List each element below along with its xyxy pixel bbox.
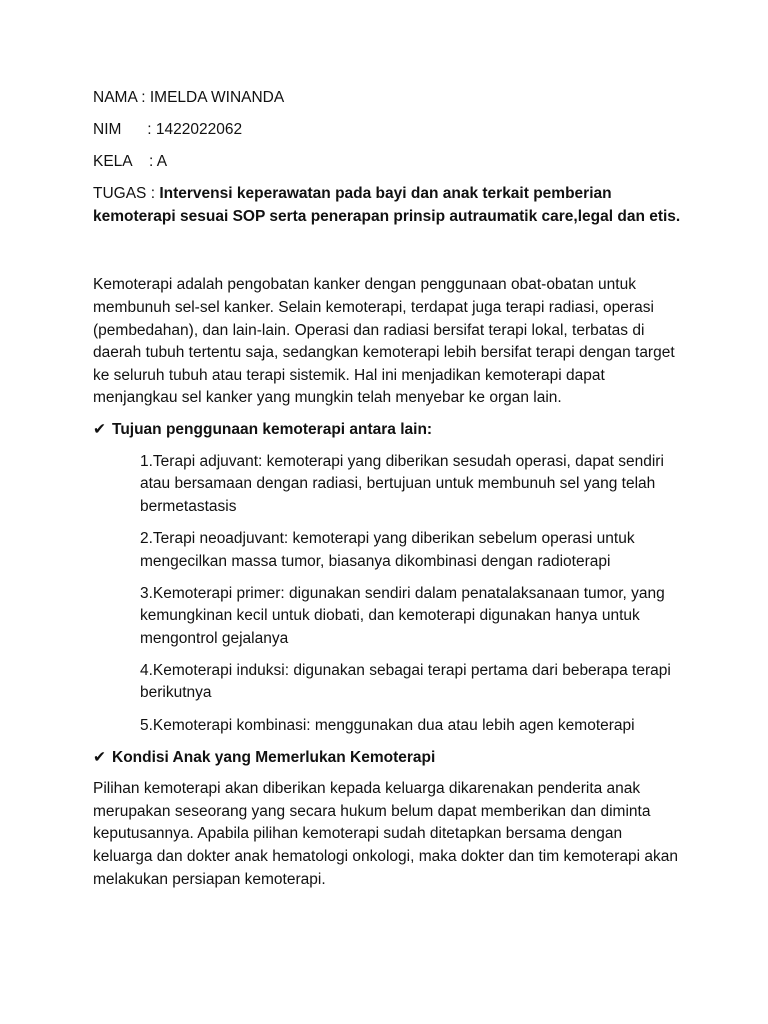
nama-line [93,87,683,110]
kelas-label: KELA : [93,153,157,171]
nama-value: IMELDA WINANDA [149,89,285,106]
intro-paragraph: Kemoterapi adalah pengobatan kanker dengan penggunaan obat-obatan untuk membunuh sel-sel kanker. Selain kemoterapi, terdapat juga terapi radiasi, operasi (pembedahan), dan lain-lain. Operasi dan radiasi bersifat terapi lokal, terbatas di daerah tubuh tertentu saja, sedangkan kemoterapi lebih bersifat terapi dengan target ke seluruh tubuh atau terapi sistemik. Hal ini menjadikan kemoterapi dapat menjangkau sel kanker yang mungkin telah menyebar ke organ lain. [93,276,675,407]
section-heading-tujuan [93,419,683,442]
tugas-title: Intervensi keperawatan pada bayi dan anak terkait pemberian kemoterapi sesuai SOP serta penerapan prinsip autraumatik care,legal dan etis. [93,185,681,225]
tugas-label: TUGAS : [93,185,160,203]
list-item: 3.Kemoterapi primer: digunakan sendiri dalam penatalaksanaan tumor, yang kemungkinan kecil untuk diobati, dan kemoterapi digunakan hanya untuk mengontrol gejalanya [140,584,665,647]
section-heading-kondisi [93,747,683,770]
checkmark-icon: ✔ [93,421,106,439]
list-item: 5.Kemoterapi kombinasi: menggunakan dua atau lebih agen kemoterapi [140,716,635,734]
nim-value: 1422022062 [155,121,243,139]
list-item: 1.Terapi adjuvant: kemoterapi yang diberikan sesudah operasi, dapat sendiri atau bersamaan dengan radiasi, bertujuan untuk membunuh sel yang telah bermetastasis [140,452,664,515]
nim-label: NIM : [93,121,156,139]
document-body [93,87,683,891]
nama-label: NAMA : [93,89,150,106]
list-item: 2.Terapi neoadjuvant: kemoterapi yang diberikan sebelum operasi untuk mengecilkan massa tumor, biasanya dikombinasi dengan radioterapi [140,529,635,570]
section-heading-text: Kondisi Anak yang Memerlukan Kemoterapi [112,748,436,766]
kelas-line [93,151,683,174]
list-item: 4.Kemoterapi induksi: digunakan sebagai terapi pertama dari beberapa terapi berikutnya [140,661,671,702]
tugas-line [93,183,683,228]
section-heading-text: Tujuan penggunaan kemoterapi antara lain: [112,421,433,439]
nim-line [93,119,683,142]
kondisi-paragraph: Pilihan kemoterapi akan diberikan kepada keluarga dikarenakan penderita anak merupakan seseorang yang secara hukum belum dapat memberikan dan diminta keputusannya. Apabila pilihan kemoterapi sudah ditetapkan bersama dengan keluarga dan dokter anak hematologi onkologi, maka dokter dan tim kemoterapi akan melakukan persiapan kemoterapi. [93,780,679,888]
kelas-value: A [156,153,168,171]
checkmark-icon: ✔ [93,748,106,766]
tujuan-list [140,451,683,738]
